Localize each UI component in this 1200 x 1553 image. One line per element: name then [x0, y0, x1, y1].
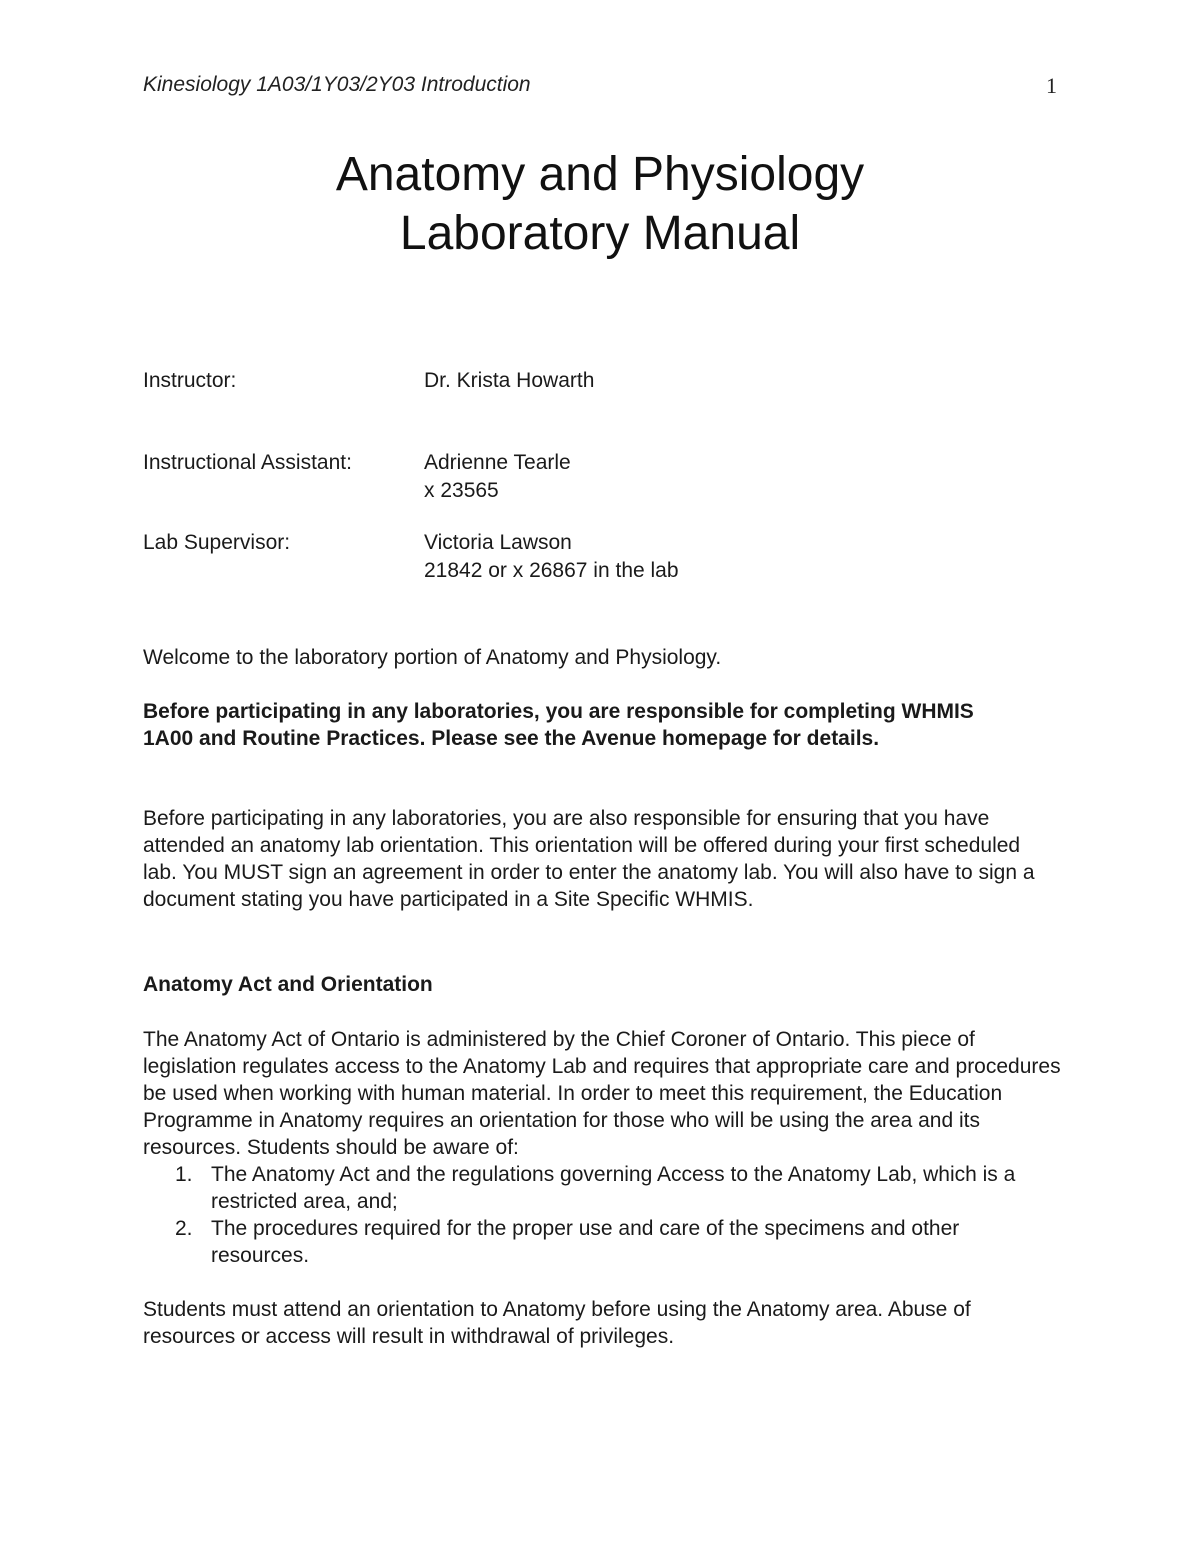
supervisor-details — [424, 529, 679, 585]
closing-paragraph: Students must attend an orientation to Anatomy before using the Anatomy area. Abuse of resources or access will result in withdrawal of privileges. — [143, 1298, 971, 1348]
assistant-details — [424, 449, 571, 505]
supervisor-contact: 21842 or x 26867 in the lab — [424, 559, 679, 582]
requirements-list — [143, 1161, 1063, 1269]
list-item — [143, 1161, 1063, 1215]
document-title-line-1: Anatomy and Physiology — [335, 148, 865, 201]
instructor-label: Instructor: — [143, 369, 237, 392]
list-item-number: 1. — [175, 1163, 193, 1186]
list-item-text: The Anatomy Act and the regulations governing Access to the Anatomy Lab, which is a restricted area, and; — [211, 1163, 1016, 1213]
running-header: Kinesiology 1A03/1Y03/2Y03 Introduction — [143, 73, 531, 96]
whmis-warning-paragraph: Before participating in any laboratories, you are responsible for completing WHMIS 1A00 and Routine Practices. Please see the Avenue homepage for details. — [143, 700, 974, 750]
list-item — [143, 1215, 1063, 1269]
supervisor-label: Lab Supervisor: — [143, 531, 291, 554]
assistant-contact: x 23565 — [424, 479, 499, 502]
welcome-paragraph: Welcome to the laboratory portion of Anatomy and Physiology. — [143, 646, 722, 669]
list-item-number: 2. — [175, 1217, 193, 1240]
section-heading-anatomy-act: Anatomy Act and Orientation — [143, 973, 433, 996]
instructor-name: Dr. Krista Howarth — [424, 369, 595, 392]
document-title-line-2: Laboratory Manual — [399, 207, 801, 260]
anatomy-act-paragraph: The Anatomy Act of Ontario is administered by the Chief Coroner of Ontario. This piece of legislation regulates access to the Anatomy Lab and requires that appropriate care and procedures be used when working with human material. In order to meet this requirement, the Education Programme in Anatomy requires an orientation for those who will be using the area and its resources. Students should be aware of: — [143, 1028, 1061, 1159]
assistant-label: Instructional Assistant: — [143, 451, 352, 474]
assistant-name: Adrienne Tearle — [424, 451, 571, 474]
list-item-text: The procedures required for the proper use and care of the specimens and other resources. — [211, 1217, 960, 1267]
orientation-paragraph: Before participating in any laboratories, you are also responsible for ensuring that you have attended an anatomy lab orientation. This orientation will be offered during your first scheduled lab. You MUST sign an agreement in order to enter the anatomy lab. You will also have to sign a document stating you have participated in a Site Specific WHMIS. — [143, 807, 1035, 911]
supervisor-name: Victoria Lawson — [424, 531, 572, 554]
page-number: 1 — [1046, 73, 1057, 98]
